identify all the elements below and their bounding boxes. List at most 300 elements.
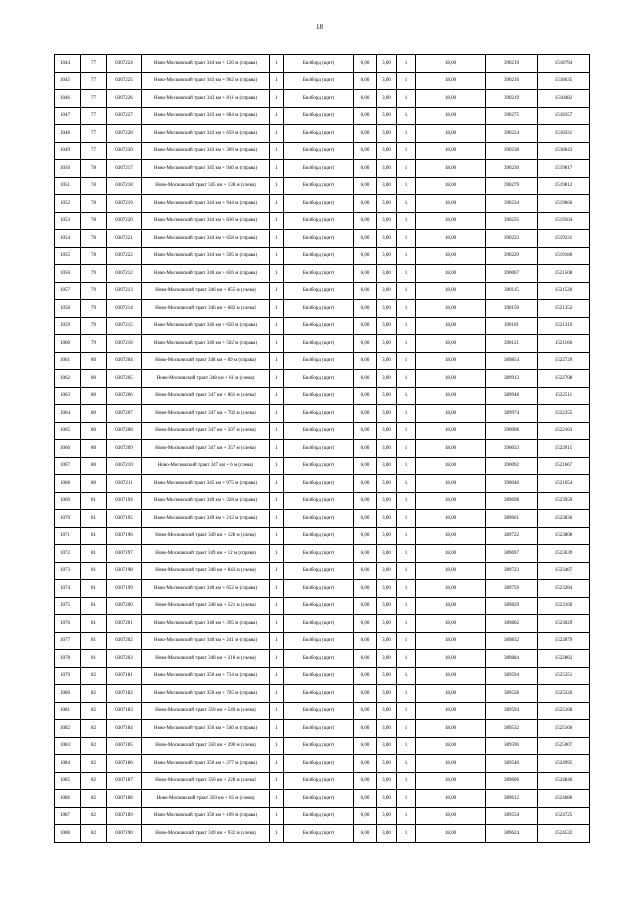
- location-address-cell: Ново-Московский тракт 343 км + 811 м (справа): [142, 90, 270, 108]
- coord-y-cell: 1525168: [538, 702, 590, 720]
- width-cell: 6,00: [354, 755, 377, 773]
- height-cell: 3,00: [377, 160, 397, 178]
- section-number-cell: 78: [81, 247, 107, 265]
- quantity-cell: 1: [270, 212, 284, 230]
- section-number-cell: 82: [81, 790, 107, 808]
- area-cell: 18,00: [416, 702, 486, 720]
- area-cell: 18,00: [416, 807, 486, 825]
- row-number-cell: 1073: [55, 562, 81, 580]
- table-row: [55, 405, 590, 423]
- coord-x-cell: 390279: [486, 177, 538, 195]
- location-address-cell: Ново-Московский тракт 349 км + 128 м (слева): [142, 527, 270, 545]
- section-number-cell: 80: [81, 387, 107, 405]
- height-cell: 3,00: [377, 405, 397, 423]
- location-address-cell: Ново-Московский тракт 348 км + 241 м (справа): [142, 632, 270, 650]
- construction-type-cell: Билборд (щит): [284, 387, 354, 405]
- construction-type-cell: Билборд (щит): [284, 475, 354, 493]
- width-cell: 6,00: [354, 335, 377, 353]
- coord-y-cell: 1518043: [538, 142, 590, 160]
- width-cell: 6,00: [354, 720, 377, 738]
- width-cell: 6,00: [354, 247, 377, 265]
- coord-x-cell: 390233: [486, 230, 538, 248]
- coord-x-cell: 389606: [486, 772, 538, 790]
- row-number-cell: 1082: [55, 720, 81, 738]
- row-number-cell: 1060: [55, 335, 81, 353]
- construction-type-cell: Билборд (щит): [284, 352, 354, 370]
- width-cell: 6,00: [354, 55, 377, 73]
- width-cell: 6,00: [354, 580, 377, 598]
- object-code-cell: 0307218: [107, 177, 142, 195]
- area-cell: 18,00: [416, 230, 486, 248]
- table-row: [55, 195, 590, 213]
- width-cell: 6,00: [354, 265, 377, 283]
- height-cell: 3,00: [377, 387, 397, 405]
- section-number-cell: 81: [81, 650, 107, 668]
- table-row: [55, 125, 590, 143]
- sides-cell: 1: [397, 667, 416, 685]
- row-number-cell: 1067: [55, 457, 81, 475]
- coord-y-cell: 1519504: [538, 212, 590, 230]
- table-row: [55, 72, 590, 90]
- width-cell: 6,00: [354, 230, 377, 248]
- coord-x-cell: 389722: [486, 527, 538, 545]
- section-number-cell: 79: [81, 317, 107, 335]
- coord-x-cell: 390150: [486, 300, 538, 318]
- section-number-cell: 81: [81, 615, 107, 633]
- area-cell: 18,00: [416, 352, 486, 370]
- coord-y-cell: 1521654: [538, 475, 590, 493]
- object-code-cell: 0307194: [107, 492, 142, 510]
- location-address-cell: Ново-Московский тракт 350 км + 540 м (справа): [142, 720, 270, 738]
- quantity-cell: 1: [270, 825, 284, 843]
- construction-type-cell: Билборд (щит): [284, 317, 354, 335]
- sides-cell: 1: [397, 247, 416, 265]
- width-cell: 6,00: [354, 825, 377, 843]
- coord-x-cell: 390092: [486, 457, 538, 475]
- width-cell: 6,00: [354, 282, 377, 300]
- section-number-cell: 82: [81, 807, 107, 825]
- row-number-cell: 1058: [55, 300, 81, 318]
- coord-y-cell: 1519180: [538, 247, 590, 265]
- construction-type-cell: Билборд (щит): [284, 55, 354, 73]
- width-cell: 6,00: [354, 597, 377, 615]
- height-cell: 3,00: [377, 545, 397, 563]
- sides-cell: 1: [397, 702, 416, 720]
- quantity-cell: 1: [270, 90, 284, 108]
- height-cell: 3,00: [377, 580, 397, 598]
- width-cell: 6,00: [354, 807, 377, 825]
- quantity-cell: 1: [270, 667, 284, 685]
- section-number-cell: 78: [81, 160, 107, 178]
- coord-y-cell: 1522163: [538, 422, 590, 440]
- row-number-cell: 1079: [55, 667, 81, 685]
- height-cell: 3,00: [377, 370, 397, 388]
- row-number-cell: 1062: [55, 370, 81, 388]
- sides-cell: 1: [397, 212, 416, 230]
- location-address-cell: Ново-Московский тракт 344 км + 120 м (справа): [142, 55, 270, 73]
- coord-y-cell: 1523467: [538, 562, 590, 580]
- quantity-cell: 1: [270, 475, 284, 493]
- height-cell: 3,00: [377, 755, 397, 773]
- width-cell: 6,00: [354, 107, 377, 125]
- quantity-cell: 1: [270, 177, 284, 195]
- table-row: [55, 632, 590, 650]
- quantity-cell: 1: [270, 632, 284, 650]
- coord-x-cell: 389948: [486, 387, 538, 405]
- coord-y-cell: 1521352: [538, 300, 590, 318]
- row-number-cell: 1085: [55, 772, 81, 790]
- table-row: [55, 247, 590, 265]
- construction-type-cell: Билборд (щит): [284, 195, 354, 213]
- area-cell: 18,00: [416, 790, 486, 808]
- location-address-cell: Ново-Московский тракт 348 км + 521 м (слева): [142, 597, 270, 615]
- row-number-cell: 1078: [55, 650, 81, 668]
- quantity-cell: 1: [270, 72, 284, 90]
- object-code-cell: 0307219: [107, 195, 142, 213]
- width-cell: 6,00: [354, 405, 377, 423]
- sides-cell: 1: [397, 772, 416, 790]
- height-cell: 3,00: [377, 632, 397, 650]
- section-number-cell: 80: [81, 475, 107, 493]
- area-cell: 18,00: [416, 667, 486, 685]
- table-row: [55, 90, 590, 108]
- row-number-cell: 1076: [55, 615, 81, 633]
- width-cell: 6,00: [354, 545, 377, 563]
- location-address-cell: Ново-Московский тракт 348 км + 61 м (слева): [142, 370, 270, 388]
- row-number-cell: 1057: [55, 282, 81, 300]
- location-address-cell: Ново-Московский тракт 345 км + 975 м (справа): [142, 475, 270, 493]
- billboard-register-table: [54, 54, 590, 843]
- quantity-cell: 1: [270, 772, 284, 790]
- location-address-cell: Ново-Московский тракт 348 км + 218 м (слева): [142, 650, 270, 668]
- location-address-cell: Ново-Московский тракт 346 км + 502 м (справа): [142, 335, 270, 353]
- height-cell: 3,00: [377, 282, 397, 300]
- quantity-cell: 1: [270, 265, 284, 283]
- location-address-cell: Ново-Московский тракт 347 км + 357 м (слева): [142, 440, 270, 458]
- object-code-cell: 0307215: [107, 317, 142, 335]
- construction-type-cell: Билборд (щит): [284, 422, 354, 440]
- area-cell: 18,00: [416, 195, 486, 213]
- width-cell: 6,00: [354, 475, 377, 493]
- quantity-cell: 1: [270, 790, 284, 808]
- location-address-cell: Ново-Московский тракт 346 км + 826 м (справа): [142, 265, 270, 283]
- quantity-cell: 1: [270, 440, 284, 458]
- coord-y-cell: 1519817: [538, 160, 590, 178]
- object-code-cell: 0307222: [107, 247, 142, 265]
- object-code-cell: 0307226: [107, 90, 142, 108]
- width-cell: 6,00: [354, 615, 377, 633]
- width-cell: 6,00: [354, 527, 377, 545]
- location-address-cell: Ново-Московский тракт 345 км + 138 м (слева): [142, 177, 270, 195]
- section-number-cell: 82: [81, 720, 107, 738]
- coord-y-cell: 1519331: [538, 230, 590, 248]
- area-cell: 18,00: [416, 335, 486, 353]
- section-number-cell: 78: [81, 195, 107, 213]
- construction-type-cell: Билборд (щит): [284, 492, 354, 510]
- coord-y-cell: 1518635: [538, 72, 590, 90]
- height-cell: 3,00: [377, 650, 397, 668]
- height-cell: 3,00: [377, 335, 397, 353]
- quantity-cell: 1: [270, 650, 284, 668]
- quantity-cell: 1: [270, 142, 284, 160]
- object-code-cell: 0307205: [107, 370, 142, 388]
- object-code-cell: 0307209: [107, 440, 142, 458]
- construction-type-cell: Билборд (щит): [284, 667, 354, 685]
- row-number-cell: 1048: [55, 125, 81, 143]
- row-number-cell: 1084: [55, 755, 81, 773]
- height-cell: 3,00: [377, 492, 397, 510]
- table-row: [55, 650, 590, 668]
- object-code-cell: 0307207: [107, 405, 142, 423]
- height-cell: 3,00: [377, 702, 397, 720]
- construction-type-cell: Билборд (щит): [284, 790, 354, 808]
- construction-type-cell: Билборд (щит): [284, 772, 354, 790]
- section-number-cell: 78: [81, 212, 107, 230]
- width-cell: 6,00: [354, 737, 377, 755]
- sides-cell: 1: [397, 615, 416, 633]
- section-number-cell: 77: [81, 125, 107, 143]
- row-number-cell: 1046: [55, 90, 81, 108]
- coord-x-cell: 390224: [486, 125, 538, 143]
- section-number-cell: 78: [81, 230, 107, 248]
- height-cell: 3,00: [377, 317, 397, 335]
- height-cell: 3,00: [377, 527, 397, 545]
- section-number-cell: 78: [81, 177, 107, 195]
- sides-cell: 1: [397, 265, 416, 283]
- section-number-cell: 77: [81, 142, 107, 160]
- coord-x-cell: 389698: [486, 492, 538, 510]
- coord-x-cell: 389540: [486, 755, 538, 773]
- table-body: [55, 55, 590, 843]
- sides-cell: 1: [397, 597, 416, 615]
- construction-type-cell: Билборд (щит): [284, 125, 354, 143]
- section-number-cell: 79: [81, 282, 107, 300]
- area-cell: 18,00: [416, 177, 486, 195]
- section-number-cell: 79: [81, 335, 107, 353]
- width-cell: 6,00: [354, 125, 377, 143]
- row-number-cell: 1053: [55, 212, 81, 230]
- coord-y-cell: 1525326: [538, 685, 590, 703]
- table-row: [55, 317, 590, 335]
- construction-type-cell: Билборд (щит): [284, 90, 354, 108]
- coord-x-cell: 389594: [486, 702, 538, 720]
- section-number-cell: 82: [81, 772, 107, 790]
- row-number-cell: 1044: [55, 55, 81, 73]
- coord-y-cell: 1519666: [538, 195, 590, 213]
- sides-cell: 1: [397, 72, 416, 90]
- area-cell: 18,00: [416, 247, 486, 265]
- construction-type-cell: Билборд (щит): [284, 247, 354, 265]
- construction-type-cell: Билборд (щит): [284, 300, 354, 318]
- location-address-cell: Ново-Московский тракт 350 км + 377 м (справа): [142, 755, 270, 773]
- area-cell: 18,00: [416, 282, 486, 300]
- sides-cell: 1: [397, 632, 416, 650]
- object-code-cell: 0307225: [107, 72, 142, 90]
- construction-type-cell: Билборд (щит): [284, 335, 354, 353]
- coord-x-cell: 390008: [486, 422, 538, 440]
- row-number-cell: 1081: [55, 702, 81, 720]
- object-code-cell: 0307183: [107, 702, 142, 720]
- row-number-cell: 1074: [55, 580, 81, 598]
- sides-cell: 1: [397, 335, 416, 353]
- section-number-cell: 80: [81, 352, 107, 370]
- object-code-cell: 0307217: [107, 160, 142, 178]
- object-code-cell: 0307186: [107, 755, 142, 773]
- width-cell: 6,00: [354, 702, 377, 720]
- location-address-cell: Ново-Московский тракт 347 км + 861 м (слева): [142, 387, 270, 405]
- page-number: 18: [316, 23, 323, 31]
- object-code-cell: 0307202: [107, 632, 142, 650]
- object-code-cell: 0307206: [107, 387, 142, 405]
- coord-x-cell: 390219: [486, 55, 538, 73]
- coord-y-cell: 1522511: [538, 387, 590, 405]
- sides-cell: 1: [397, 650, 416, 668]
- construction-type-cell: Билборд (щит): [284, 527, 354, 545]
- object-code-cell: 0307199: [107, 580, 142, 598]
- area-cell: 18,00: [416, 685, 486, 703]
- section-number-cell: 81: [81, 580, 107, 598]
- coord-y-cell: 1518482: [538, 90, 590, 108]
- coord-x-cell: 389661: [486, 510, 538, 528]
- width-cell: 6,00: [354, 685, 377, 703]
- quantity-cell: 1: [270, 685, 284, 703]
- object-code-cell: 0307188: [107, 790, 142, 808]
- quantity-cell: 1: [270, 107, 284, 125]
- area-cell: 18,00: [416, 422, 486, 440]
- sides-cell: 1: [397, 562, 416, 580]
- construction-type-cell: Билборд (щит): [284, 825, 354, 843]
- area-cell: 18,00: [416, 440, 486, 458]
- coord-y-cell: 1523808: [538, 527, 590, 545]
- section-number-cell: 82: [81, 825, 107, 843]
- coord-x-cell: 390101: [486, 317, 538, 335]
- quantity-cell: 1: [270, 230, 284, 248]
- row-number-cell: 1075: [55, 597, 81, 615]
- height-cell: 3,00: [377, 562, 397, 580]
- construction-type-cell: Билборд (щит): [284, 562, 354, 580]
- location-address-cell: Ново-Московский тракт 350 км + 228 м (слева): [142, 772, 270, 790]
- sides-cell: 1: [397, 90, 416, 108]
- quantity-cell: 1: [270, 807, 284, 825]
- area-cell: 18,00: [416, 632, 486, 650]
- row-number-cell: 1047: [55, 107, 81, 125]
- quantity-cell: 1: [270, 562, 284, 580]
- area-cell: 18,00: [416, 72, 486, 90]
- table-row: [55, 387, 590, 405]
- construction-type-cell: Билборд (щит): [284, 720, 354, 738]
- coord-y-cell: 1522708: [538, 370, 590, 388]
- object-code-cell: 0307203: [107, 650, 142, 668]
- construction-type-cell: Билборд (щит): [284, 632, 354, 650]
- location-address-cell: Ново-Московский тракт 344 км + 505 м (справа): [142, 247, 270, 265]
- height-cell: 3,00: [377, 667, 397, 685]
- section-number-cell: 81: [81, 632, 107, 650]
- sides-cell: 1: [397, 440, 416, 458]
- height-cell: 3,00: [377, 300, 397, 318]
- location-address-cell: Ново-Московский тракт 343 км + 369 м (справа): [142, 142, 270, 160]
- row-number-cell: 1086: [55, 790, 81, 808]
- height-cell: 3,00: [377, 422, 397, 440]
- sides-cell: 1: [397, 387, 416, 405]
- height-cell: 3,00: [377, 597, 397, 615]
- construction-type-cell: Билборд (щит): [284, 580, 354, 598]
- sides-cell: 1: [397, 317, 416, 335]
- location-address-cell: Ново-Московский тракт 343 км + 962 м (справа): [142, 72, 270, 90]
- area-cell: 18,00: [416, 55, 486, 73]
- construction-type-cell: Билборд (щит): [284, 737, 354, 755]
- section-number-cell: 77: [81, 55, 107, 73]
- section-number-cell: 82: [81, 667, 107, 685]
- section-number-cell: 82: [81, 755, 107, 773]
- coord-x-cell: 390234: [486, 195, 538, 213]
- location-address-cell: Ново-Московский тракт 350 км + 109 м (справа): [142, 807, 270, 825]
- table-row: [55, 265, 590, 283]
- construction-type-cell: Билборд (щит): [284, 177, 354, 195]
- construction-type-cell: Билборд (щит): [284, 457, 354, 475]
- table-row: [55, 615, 590, 633]
- construction-type-cell: Билборд (щит): [284, 650, 354, 668]
- construction-type-cell: Билборд (щит): [284, 615, 354, 633]
- width-cell: 6,00: [354, 72, 377, 90]
- table-row: [55, 667, 590, 685]
- coord-x-cell: 390275: [486, 107, 538, 125]
- construction-type-cell: Билборд (щит): [284, 702, 354, 720]
- sides-cell: 1: [397, 55, 416, 73]
- object-code-cell: 0307224: [107, 55, 142, 73]
- table-row: [55, 825, 590, 843]
- height-cell: 3,00: [377, 265, 397, 283]
- section-number-cell: 79: [81, 300, 107, 318]
- coord-y-cell: 1521508: [538, 265, 590, 283]
- construction-type-cell: Билборд (щит): [284, 807, 354, 825]
- quantity-cell: 1: [270, 387, 284, 405]
- table-row: [55, 562, 590, 580]
- height-cell: 3,00: [377, 107, 397, 125]
- quantity-cell: 1: [270, 580, 284, 598]
- location-address-cell: Ново-Московский тракт 344 км + 830 м (справа): [142, 212, 270, 230]
- area-cell: 18,00: [416, 265, 486, 283]
- coord-y-cell: 1522862: [538, 650, 590, 668]
- height-cell: 3,00: [377, 352, 397, 370]
- location-address-cell: Ново-Московский тракт 350 км + 549 м (слева): [142, 702, 270, 720]
- table-row: [55, 492, 590, 510]
- height-cell: 3,00: [377, 615, 397, 633]
- coord-y-cell: 1524995: [538, 755, 590, 773]
- location-address-cell: Ново-Московский тракт 345 км + 940 м (справа): [142, 160, 270, 178]
- object-code-cell: 0307216: [107, 335, 142, 353]
- area-cell: 18,00: [416, 492, 486, 510]
- sides-cell: 1: [397, 790, 416, 808]
- height-cell: 3,00: [377, 685, 397, 703]
- coord-y-cell: 1525351: [538, 667, 590, 685]
- table-row: [55, 212, 590, 230]
- width-cell: 6,00: [354, 650, 377, 668]
- table-row: [55, 107, 590, 125]
- row-number-cell: 1068: [55, 475, 81, 493]
- section-number-cell: 77: [81, 90, 107, 108]
- sides-cell: 1: [397, 807, 416, 825]
- sides-cell: 1: [397, 510, 416, 528]
- table-row: [55, 702, 590, 720]
- sides-cell: 1: [397, 737, 416, 755]
- row-number-cell: 1070: [55, 510, 81, 528]
- location-address-cell: Ново-Московский тракт 346 км + 855 м (слева): [142, 282, 270, 300]
- object-code-cell: 0307220: [107, 212, 142, 230]
- coord-x-cell: 390046: [486, 475, 538, 493]
- quantity-cell: 1: [270, 370, 284, 388]
- construction-type-cell: Билборд (щит): [284, 160, 354, 178]
- area-cell: 18,00: [416, 457, 486, 475]
